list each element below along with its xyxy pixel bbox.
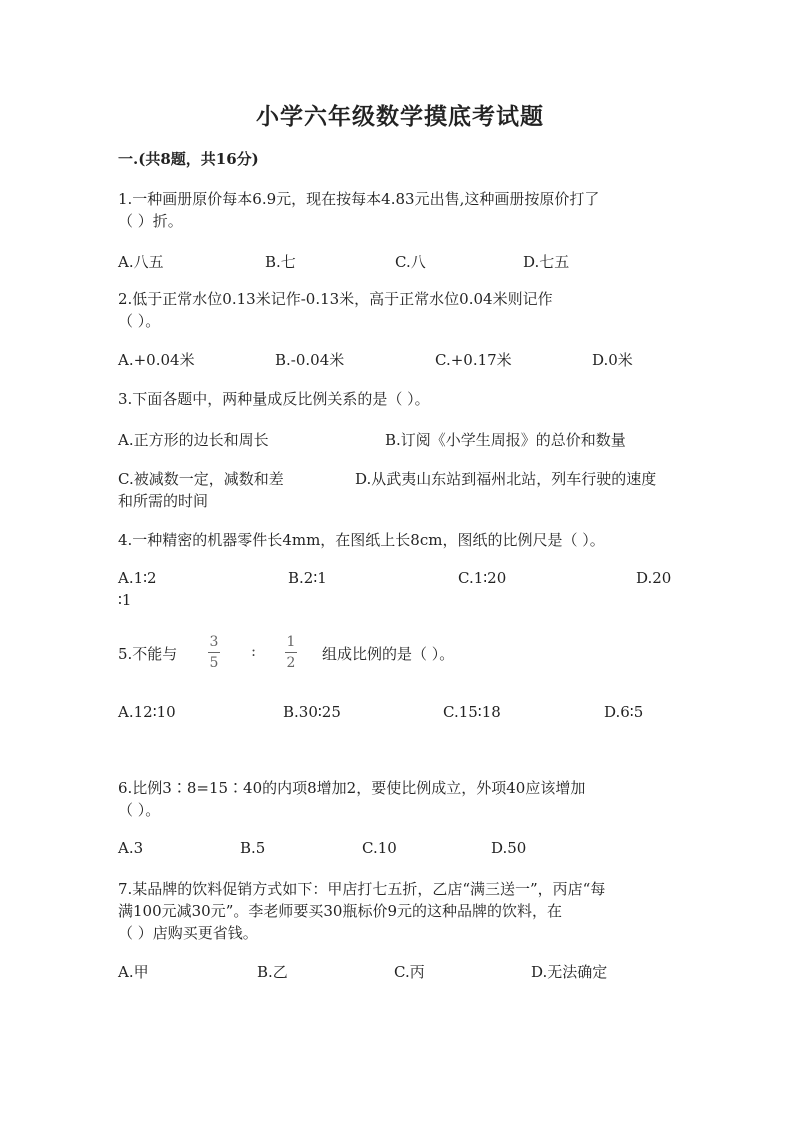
question-6-line-1: 6.比例3∶8=15∶40的内项8增加2，要使比例成立，外项40应该增加 <box>118 779 586 797</box>
question-6-option-d: D.50 <box>491 839 527 857</box>
question-3-option-a: A.正方形的边长和周长 <box>118 431 269 449</box>
question-7-option-c: C.丙 <box>394 963 425 981</box>
ratio-colon: : <box>251 642 257 660</box>
question-5-suffix: 组成比例的是（ ）。 <box>322 645 455 663</box>
question-3-line-1: 3.下面各题中，两种量成反比例关系的是（ ）。 <box>118 390 430 408</box>
question-1-option-b: B.七 <box>265 253 296 271</box>
question-3-option-c: C.被减数一定，减数和差 <box>118 470 284 488</box>
question-7-option-a: A.甲 <box>118 963 149 981</box>
question-2-option-b: B.-0.04米 <box>275 351 345 369</box>
question-3-option-d-continued: 和所需的时间 <box>118 492 209 510</box>
question-6-option-c: C.10 <box>362 839 397 857</box>
question-1-line-1: 1.一种画册原价每本6.9元，现在按每本4.83元出售,这种画册按原价打了 <box>118 190 600 208</box>
question-6-line-2: （ ）。 <box>118 801 161 819</box>
fraction-denominator: 2 <box>286 655 296 671</box>
question-5-option-a: A.12∶10 <box>118 703 176 721</box>
fraction-numerator: 3 <box>209 634 219 650</box>
question-5-option-c: C.15∶18 <box>443 703 501 721</box>
fraction-bar <box>285 652 297 653</box>
fraction-numerator: 1 <box>286 634 296 650</box>
question-2-line-2: （ ）。 <box>118 312 161 330</box>
fraction-bar <box>208 652 220 653</box>
fraction-denominator: 5 <box>209 655 219 671</box>
question-6-option-b: B.5 <box>240 839 266 857</box>
question-4-option-b: B.2∶1 <box>288 569 327 587</box>
question-3-option-b: B.订阅《小学生周报》的总价和数量 <box>385 431 626 449</box>
question-5-option-d: D.6∶5 <box>604 703 644 721</box>
question-1-option-d: D.七五 <box>523 253 570 271</box>
question-1-option-a: A.八五 <box>118 253 164 271</box>
question-3-option-d: D.从武夷山东站到福州北站，列车行驶的速度 <box>355 470 657 488</box>
question-4-option-a: A.1∶2 <box>118 569 157 587</box>
question-4-option-d: D.20 <box>636 569 672 587</box>
question-7-line-3: （ ）店购买更省钱。 <box>118 924 258 942</box>
question-2-option-d: D.0米 <box>592 351 633 369</box>
question-1-line-2: （ ）折。 <box>118 212 183 230</box>
question-5-prefix: 5.不能与 <box>118 645 178 663</box>
question-4-line-1: 4.一种精密的机器零件长4mm，在图纸上长8cm，图纸的比例尺是（ ）。 <box>118 531 605 549</box>
question-6-option-a: A.3 <box>118 839 144 857</box>
fraction-three-fifths <box>208 634 220 671</box>
section-heading: 一.(共8题，共16分) <box>118 150 259 168</box>
question-7-line-2: 满100元减30元”。李老师要买30瓶标价9元的这种品牌的饮料，在 <box>118 902 563 920</box>
question-7-line-1: 7.某品牌的饮料促销方式如下：甲店打七五折，乙店“满三送一”，丙店“每 <box>118 880 606 898</box>
question-2-line-1: 2.低于正常水位0.13米记作-0.13米，高于正常水位0.04米则记作 <box>118 290 553 308</box>
question-2-option-c: C.+0.17米 <box>435 351 512 369</box>
fraction-one-half <box>285 634 297 671</box>
question-7-option-b: B.乙 <box>257 963 288 981</box>
question-4-option-c: C.1∶20 <box>458 569 507 587</box>
page-title: 小学六年级数学摸底考试题 <box>256 103 544 130</box>
question-2-option-a: A.+0.04米 <box>118 351 195 369</box>
question-7-option-d: D.无法确定 <box>531 963 608 981</box>
question-1-option-c: C.八 <box>395 253 426 271</box>
question-5-option-b: B.30∶25 <box>283 703 341 721</box>
question-4-option-d-continued: ∶1 <box>118 591 132 609</box>
